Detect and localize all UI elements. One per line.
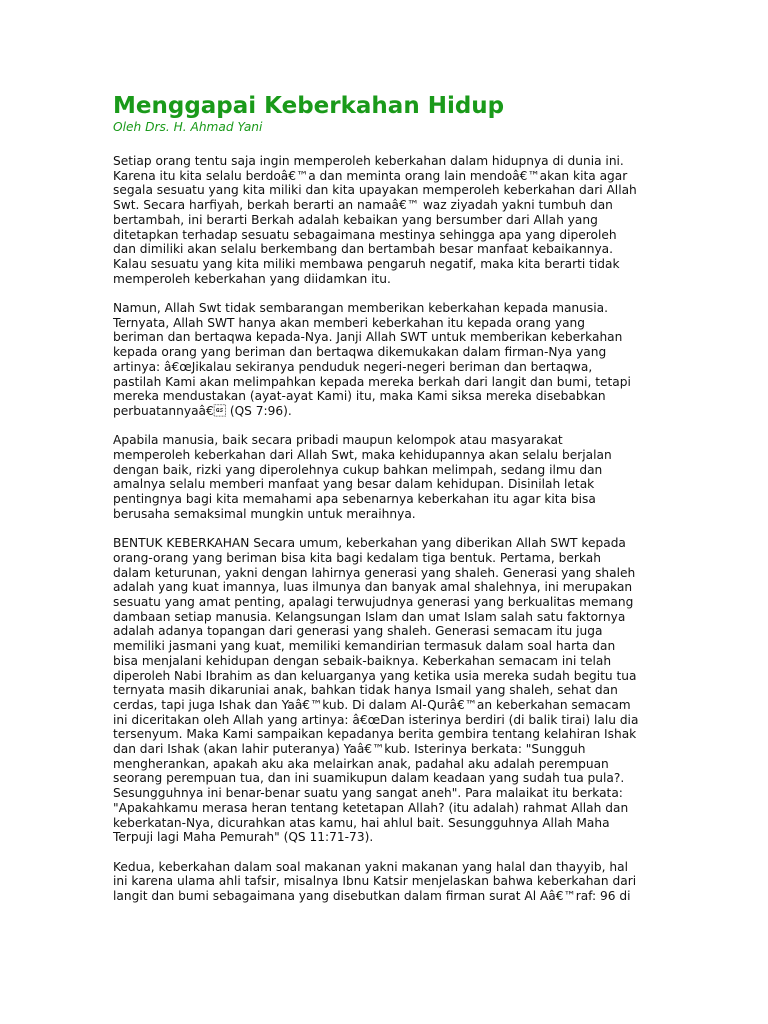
- paragraph-line: kepada orang yang beriman dan bertaqwa dikemukakan dalam firman-Nya yang: [113, 345, 607, 360]
- paragraph-line: Sesungguhnya ini benar-benar suatu yang sangat aneh". Para malaikat itu berkata:: [113, 786, 623, 801]
- paragraph-line: adalah adanya topangan dari generasi yang shaleh. Generasi semacam itu juga: [113, 624, 603, 639]
- article: [113, 92, 661, 918]
- author-name: Drs. H. Ahmad Yani: [145, 120, 263, 134]
- paragraph-line: dan dimiliki akan selalu berkembang dan bertambah besar manfaat kebaikannya.: [113, 242, 613, 257]
- paragraph-line: BENTUK KEBERKAHAN Secara umum, keberkahan yang diberikan Allah SWT kepada: [113, 536, 626, 551]
- paragraph-line: dengan baik, rizki yang diperolehnya cukup bahkan melimpah, sedang ilmu dan: [113, 462, 603, 477]
- article-paragraph: [113, 154, 661, 286]
- paragraph-line: sesuatu yang amat penting, apalagi terwujudnya generasi yang berkualitas memang: [113, 595, 634, 610]
- article-title: Menggapai Keberkahan Hidup: [113, 93, 505, 119]
- paragraph-line: "Apakahkamu merasa heran tentang ketetapan Allah? (itu adalah) rahmat Allah dan: [113, 800, 629, 815]
- paragraph-line: Karena itu kita selalu berdoâ€™a dan meminta orang lain mendoâ€™akan kita agar: [113, 168, 628, 183]
- paragraph-line: Ternyata, Allah SWT hanya akan memberi keberkahan itu kepada orang yang: [113, 315, 585, 330]
- paragraph-line: perbuatannyaâ€ (QS 7:96).: [113, 403, 292, 418]
- paragraph-line: Terpuji lagi Maha Pemurah" (QS 11:71-73).: [113, 830, 374, 845]
- paragraph-line: memperoleh keberkahan yang diidamkan itu.: [113, 271, 391, 286]
- article-paragraph: [113, 301, 661, 419]
- paragraph-line: berusaha semaksimal mungkin untuk meraihnya.: [113, 506, 416, 521]
- paragraph-line: Apabila manusia, baik secara pribadi maupun kelompok atau masyarakat: [113, 433, 563, 448]
- paragraph-line: mengherankan, apakah aku aka melairkan anak, padahal aku adalah perempuan: [113, 756, 609, 771]
- paragraph-line: Setiap orang tentu saja ingin memperoleh keberkahan dalam hidupnya di dunia ini.: [113, 154, 624, 168]
- paragraph-line: Swt. Secara harfiyah, berkah berarti an namaâ€™ waz ziyadah yakni tumbuh dan: [113, 198, 613, 213]
- paragraph-line: dambaan setiap manusia. Kelangsungan Islam dan umat Islam salah satu faktornya: [113, 609, 626, 624]
- paragraph-line: memperoleh keberkahan dari Allah Swt, maka kehidupannya akan selalu berjalan: [113, 448, 612, 463]
- paragraph-line: memiliki jasmani yang kuat, memiliki kemandirian termasuk dalam soal harta dan: [113, 639, 616, 654]
- paragraph-line: amalnya selalu memberi manfaat yang besar dalam kehidupan. Disinilah letak: [113, 477, 595, 492]
- paragraph-line: ini karena ulama ahli tafsir, misalnya Ibnu Katsir menjelaskan bahwa keberkahan dari: [113, 874, 637, 889]
- byline-prefix: Oleh: [113, 120, 146, 134]
- paragraph-line: tersenyum. Maka Kami sampaikan kepadanya berita gembira tentang kelahiran Ishak: [113, 727, 637, 742]
- paragraph-line: artinya: â€œJikalau sekiranya penduduk negeri-negeri beriman dan bertaqwa,: [113, 359, 593, 374]
- paragraph-line: langit dan bumi sebagaimana yang disebutkan dalam firman surat Al Aâ€™raf: 96 di: [113, 889, 631, 904]
- paragraph-line: dalam keturunan, yakni dengan lahirnya generasi yang shaleh. Generasi yang shaleh: [113, 565, 636, 580]
- article-paragraph: [113, 860, 661, 904]
- paragraph-line: cerdas, tapi juga Ishak dan Yaâ€™kub. Di dalam Al-Qurâ€™an keberkahan semacam: [113, 697, 631, 712]
- paragraph-line: Namun, Allah Swt tidak sembarangan memberikan keberkahan kepada manusia.: [113, 301, 608, 316]
- paragraph-line: keberkatan-Nya, dicurahkan atas kamu, hai ahlul bait. Sesungguhnya Allah Maha: [113, 815, 610, 830]
- article-byline: [113, 120, 661, 135]
- paragraph-line: adalah yang kuat imannya, luas ilmunya dan banyak amal shalehnya, ini merupakan: [113, 580, 633, 595]
- paragraph-line: ditetapkan terhadap sesuatu sebagaimana mestinya sehingga apa yang diperoleh: [113, 227, 617, 242]
- paragraph-line: beriman dan bertaqwa kepada-Nya. Janji Allah SWT untuk memberikan keberkahan: [113, 330, 623, 345]
- paragraph-line: seorang perempuan tua, dan ini suamikupun dalam keadaan yang sudah tua pula?.: [113, 771, 625, 786]
- paragraph-line: diperoleh Nabi Ibrahim as dan keluarganya yang ketika usia mereka sudah begitu tua: [113, 668, 637, 683]
- paragraph-line: segala sesuatu yang kita miliki dan kita upayakan memperoleh keberkahan dari Allah: [113, 183, 637, 198]
- paragraph-line: ternyata masih dikaruniai anak, bahkan tidak hanya Ismail yang shaleh, sehat dan: [113, 683, 618, 698]
- paragraph-line: dan dari Ishak (akan lahir puteranya) Yaâ€™kub. Isterinya berkata: "Sungguh: [113, 742, 586, 757]
- paragraph-line: Kedua, keberkahan dalam soal makanan yakni makanan yang halal dan thayyib, hal: [113, 859, 628, 874]
- article-body: [113, 154, 661, 904]
- paragraph-line: bisa menjalani kehidupan dengan sebaik-baiknya. Keberkahan semacam ini telah: [113, 653, 612, 668]
- article-paragraph: [113, 536, 661, 845]
- paragraph-line: orang-orang yang beriman bisa kita bagi kedalam tiga bentuk. Pertama, berkah: [113, 550, 601, 565]
- paragraph-line: pentingnya bagi kita memahami apa sebenarnya keberkahan itu agar kita bisa: [113, 492, 596, 507]
- paragraph-line: ini diceritakan oleh Allah yang artinya: â€œDan isterinya berdiri (di balik tirai) lalu dia: [113, 712, 639, 727]
- paragraph-line: bertambah, ini berarti Berkah adalah kebaikan yang bersumber dari Allah yang: [113, 212, 598, 227]
- article-paragraph: [113, 433, 661, 521]
- paragraph-line: pastilah Kami akan melimpahkan kepada mereka berkah dari langit dan bumi, tetapi: [113, 374, 631, 389]
- paragraph-line: Kalau sesuatu yang kita miliki membawa pengaruh negatif, maka kita berarti tidak: [113, 256, 620, 271]
- paragraph-line: mereka mendustakan (ayat-ayat Kami) itu, maka Kami siksa mereka disebabkan: [113, 389, 606, 404]
